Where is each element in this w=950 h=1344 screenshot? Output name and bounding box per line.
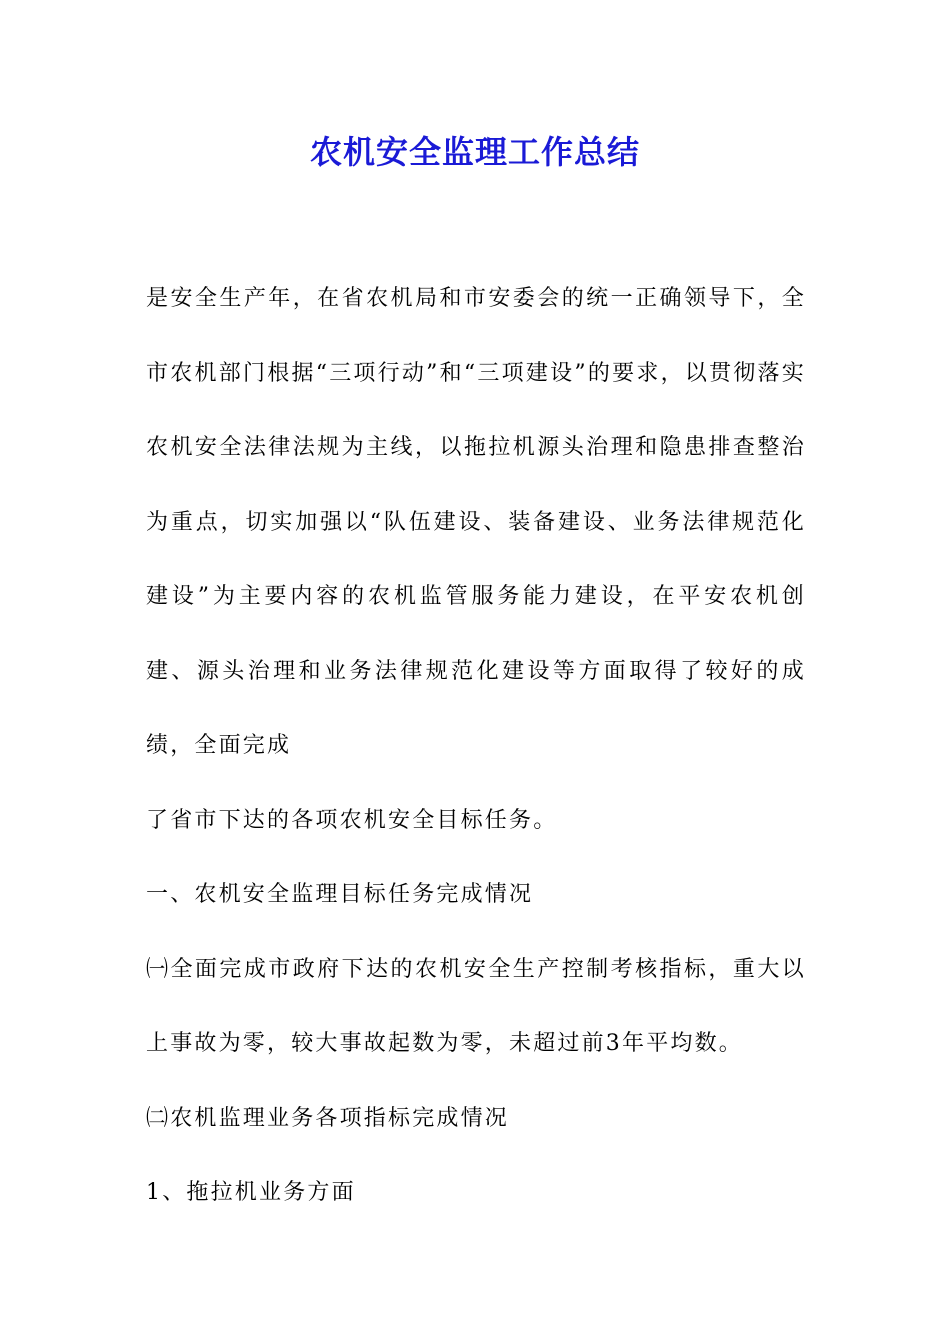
document-body [146, 262, 806, 1231]
item-heading-1: 1、拖拉机业务方面 [146, 1180, 356, 1205]
subsection-1: ㈠全面完成市政府下达的农机安全生产控制考核指标，重大以上事故为零，较大事故起数为零，未超过前3年平均数。 [146, 956, 806, 1056]
paragraph-intro-continued: 了省市下达的各项农机安全目标任务。 [146, 807, 558, 833]
subsection-2: ㈡农机监理业务各项指标完成情况 [146, 1105, 510, 1131]
section-heading-1: 一、农机安全监理目标任务完成情况 [146, 882, 534, 907]
page-title: 农机安全监理工作总结 [309, 133, 640, 171]
paragraph-intro: 是安全生产年，在省农机局和市安委会的统一正确领导下，全市农机部门根据“三项行动”和“三项建设”的要求，以贯彻落实农机安全法律法规为主线，以拖拉机源头治理和隐患排查整治为重点，切实加强以“队伍建设、装备建设、业务法律规范化建设”为主要内容的农机监管服务能力建设，在平安农机创建、源头治理和业务法律规范化建设等方面取得了较好的成绩，全面完成 [146, 286, 806, 758]
